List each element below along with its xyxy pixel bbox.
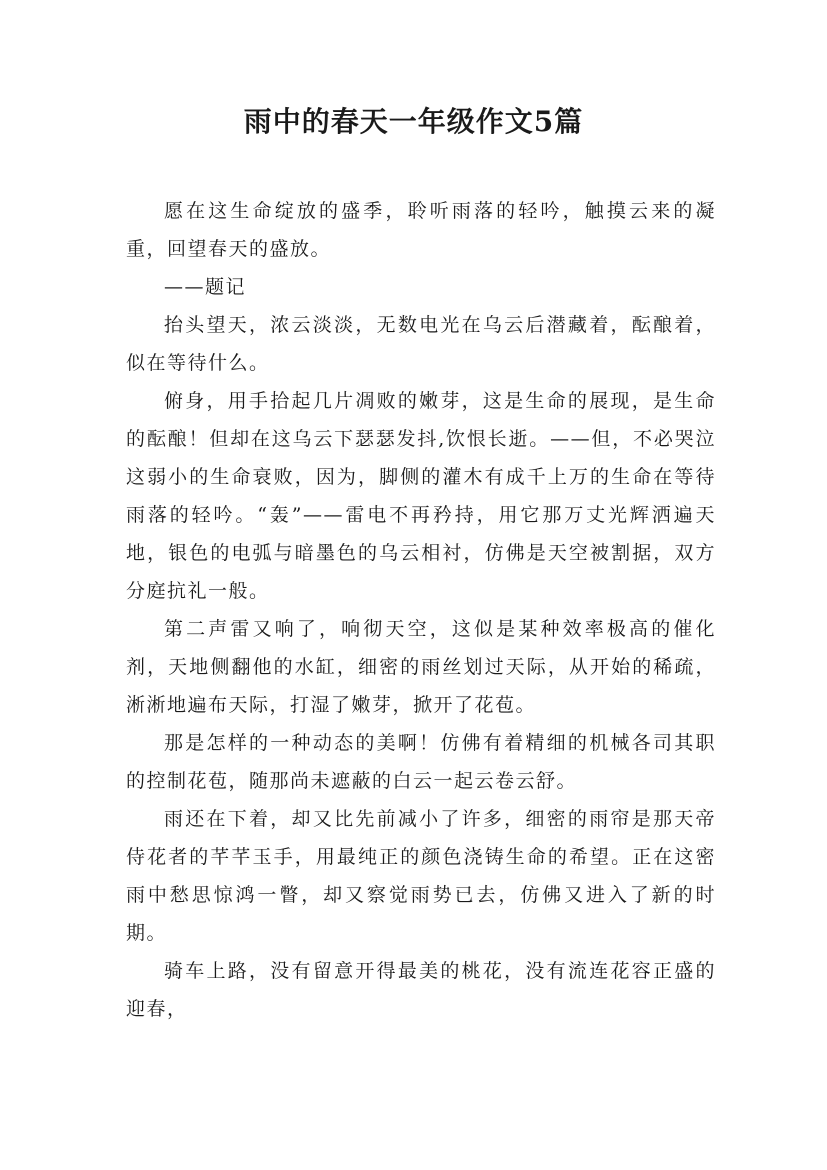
paragraph: 抬头望天，浓云淡淡，无数电光在乌云后潜藏着，酝酿着，似在等待什么。 bbox=[126, 314, 716, 374]
paragraph-epigraph: 愿在这生命绽放的盛季，聆听雨落的轻吟，触摸云来的凝重，回望春天的盛放。 bbox=[126, 200, 716, 260]
paragraph: 雨还在下着，却又比先前减小了许多，细密的雨帘是那天帝侍花者的芊芊玉手，用最纯正的颜色浇铸生命的希望。正在这密雨中愁思惊鸿一瞥，却又察觉雨势已去，仿佛又进入了新的时期。 bbox=[126, 808, 716, 944]
paragraph-epigraph-attribution: ——题记 bbox=[164, 276, 247, 298]
paragraph: 骑车上路，没有留意开得最美的桃花，没有流连花容正盛的迎春， bbox=[126, 960, 716, 1020]
document-title: 雨中的春天一年级作文5篇 bbox=[243, 105, 584, 138]
paragraph: 俯身，用手拾起几片凋败的嫩芽，这是生命的展现，是生命的酝酿！但却在这乌云下瑟瑟发抖,饮恨长逝。——但，不必哭泣这弱小的生命衰败，因为，脚侧的灌木有成千上万的生命在等待雨落的轻吟。“轰”——雷电不再矜持，用它那万丈光辉洒遍天地，银色的电弧与暗墨色的乌云相衬，仿佛是天空被割据，双方分庭抗礼一般。 bbox=[126, 390, 716, 602]
document-body bbox=[126, 192, 716, 1028]
paragraph: 第二声雷又响了，响彻天空，这似是某种效率极高的催化剂，天地侧翻他的水缸，细密的雨丝划过天际，从开始的稀疏，淅淅地遍布天际，打湿了嫩芽，掀开了花苞。 bbox=[126, 618, 716, 716]
paragraph: 那是怎样的一种动态的美啊！仿佛有着精细的机械各司其职的控制花苞，随那尚未遮蔽的白云一起云卷云舒。 bbox=[126, 732, 716, 792]
